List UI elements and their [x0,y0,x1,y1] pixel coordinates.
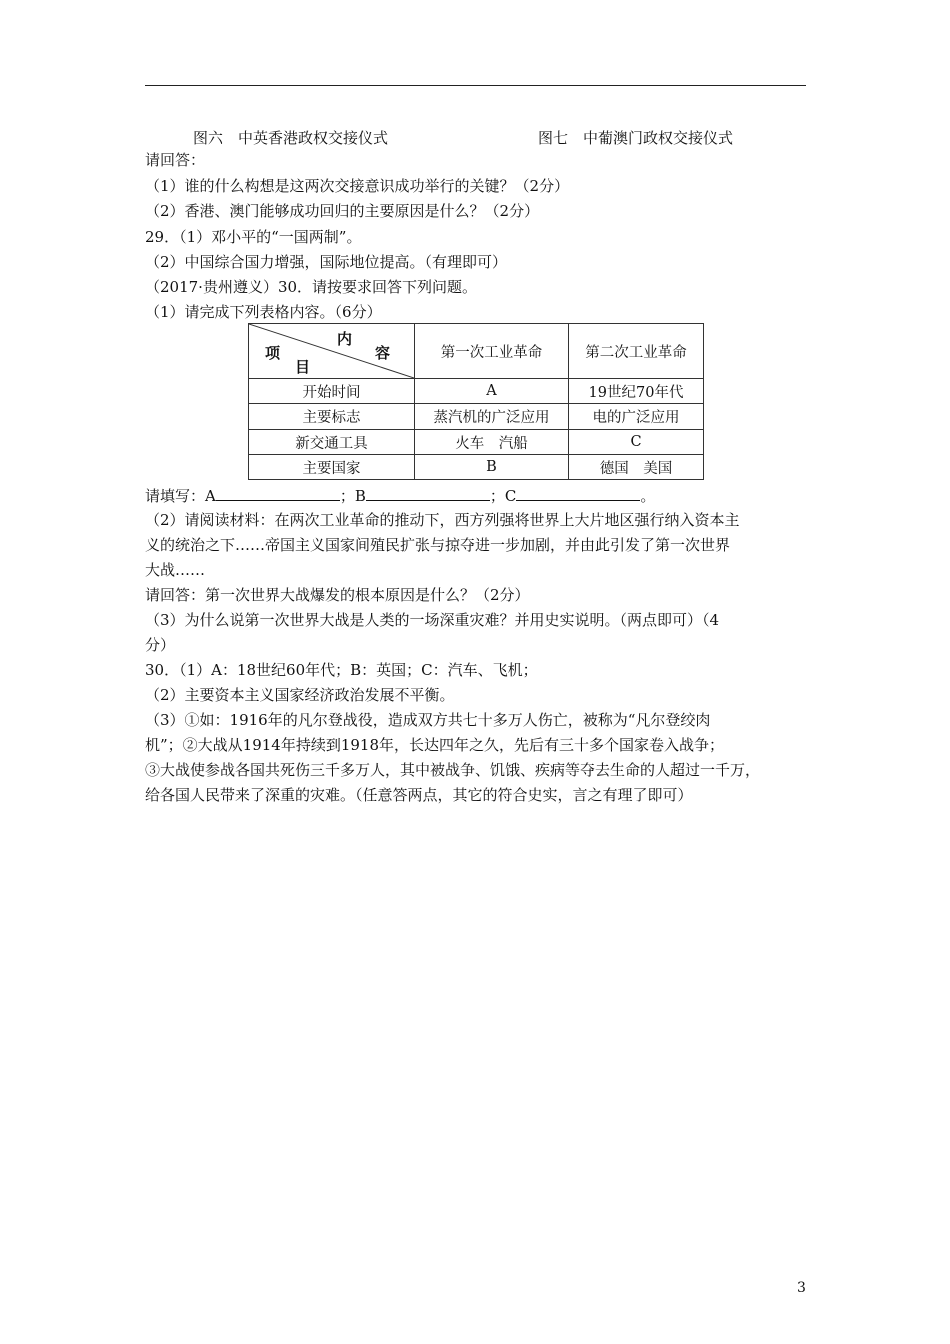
question-30-3-cont: 分） [145,636,176,654]
blank-b[interactable] [366,485,490,501]
question-2: （2）香港、澳门能够成功回归的主要原因是什么？（2分） [145,202,540,220]
material-line-3: 大战…… [145,561,206,579]
blank-c[interactable] [516,485,640,501]
answer-30-2: （2）主要资本主义国家经济政治发展不平衡。 [145,686,455,704]
answer-30-3-line-3: ③大战使参战各国共死伤三千多万人，其中被战争、饥饿、疾病等夺去生命的人超过一千万， [145,761,761,779]
question-30-intro: （2017·贵州遵义）30．请按要求回答下列问题。 [145,278,478,296]
answer-30-3-line-4: 给各国人民带来了深重的灾难。（任意答两点，其它的符合史实，言之有理了即可） [145,786,693,804]
caption-figure-6: 图六 中英香港政权交接仪式 [193,129,389,147]
cell-second: C [569,430,704,455]
cell-second: 德国 美国 [569,455,704,480]
figure-captions [0,128,950,148]
fill-sep-b: ；B [339,487,366,505]
table-row [249,379,704,404]
header-rule [145,85,806,86]
row-label: 开始时间 [249,379,415,404]
cell-first: A [415,379,569,404]
diag-label-content-2: 容 [375,344,391,362]
caption-figure-7: 图七 中葡澳门政权交接仪式 [538,129,734,147]
table-row [249,430,704,455]
question-30-1: （1）请完成下列表格内容。（6分） [145,303,382,321]
row-label: 新交通工具 [249,430,415,455]
diag-label-content-1: 内 [337,330,353,348]
column-header-first: 第一次工业革命 [415,324,569,379]
cell-first: 蒸汽机的广泛应用 [415,404,569,430]
diag-label-item-2: 目 [295,358,311,376]
fill-prefix: 请填写：A [145,487,216,505]
table-row [249,455,704,480]
answer-30-3-line-2: 机”；②大战从1914年持续到1918年，长达四年之久，先后有三十多个国家卷入战争； [145,736,725,754]
question-30-3: （3）为什么说第一次世界大战是人类的一场深重灾难？并用史实说明。（两点即可）（4 [145,611,720,629]
page-number: 3 [797,1280,806,1296]
industrial-revolution-table [248,323,704,480]
question-1: （1）谁的什么构想是这两次交接意识成功举行的关键？（2分） [145,177,570,195]
answer-29-2: （2）中国综合国力增强，国际地位提高。（有理即可） [145,253,508,271]
row-label: 主要国家 [249,455,415,480]
question-prompt: 请回答： [145,151,206,169]
column-header-second: 第二次工业革命 [569,324,704,379]
material-line-1: （2）请阅读材料：在两次工业革命的推动下，西方列强将世界上大片地区强行纳入资本主 [145,511,740,529]
table-row [249,404,704,430]
row-label: 主要标志 [249,404,415,430]
diagonal-header-cell [249,324,415,379]
cell-first: 火车 汽船 [415,430,569,455]
answer-30-1: 30．（1）A：18世纪60年代；B：英国；C：汽车、飞机； [145,661,538,679]
table-header-row [249,324,704,379]
cell-second: 19世纪70年代 [569,379,704,404]
answer-30-3-line-1: （3）①如：1916年的凡尔登战役，造成双方共七十多万人伤亡，被称为“凡尔登绞肉 [145,711,711,729]
cell-second: 电的广泛应用 [569,404,704,430]
diag-label-item-1: 项 [265,344,281,362]
answer-29-1: 29．（1）邓小平的“一国两制”。 [145,228,362,246]
fill-in-line [145,485,655,506]
blank-a[interactable] [216,485,340,501]
fill-sep-c: ；C [489,487,517,505]
question-30-2: 请回答：第一次世界大战爆发的根本原因是什么？（2分） [145,586,530,604]
cell-first: B [415,455,569,480]
fill-end: 。 [640,487,656,505]
material-line-2: 义的统治之下……帝国主义国家间殖民扩张与掠夺进一步加剧，并由此引发了第一次世界 [145,536,731,554]
